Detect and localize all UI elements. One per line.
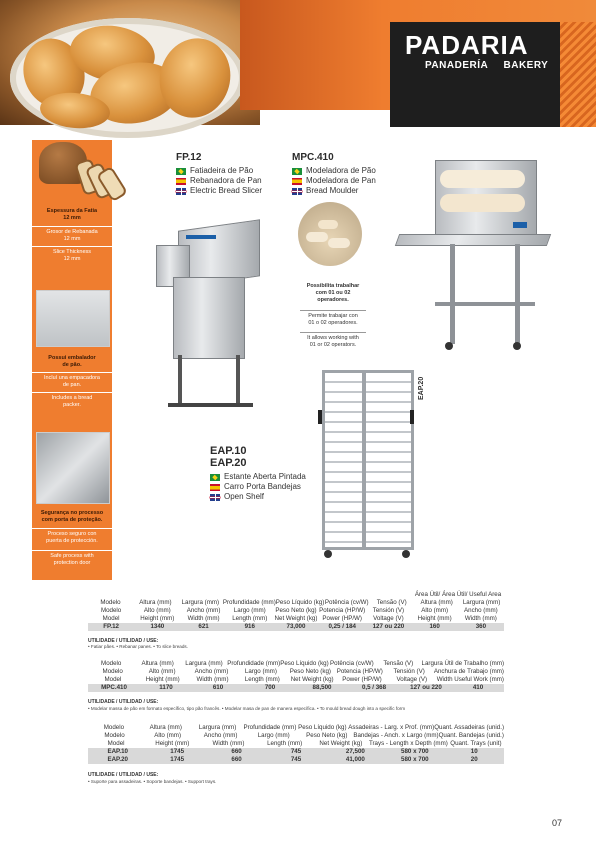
table-header-cell: Length (mm) [244,676,280,683]
table-header-cell: Alto (mm) [143,607,171,614]
mpc410-pt: Modeladora de Pão [306,166,376,175]
table-cell: 127 ou 220 [372,623,405,630]
table-header-row [88,732,504,740]
table-header-cell: Peso Neto (kg) [275,607,317,614]
safety-en: Safe process with protection door [32,550,112,567]
table-header-row [88,676,504,684]
table-header-cell: Altura (mm) [141,660,174,667]
subtitle-es: PANADERÍA [425,60,489,71]
table-header-cell: Trays - Length x Depth (mm) [368,740,448,747]
mpc410-es: Modeladora de Pan [306,176,376,185]
table-cell: 88,500 [312,684,332,691]
mpc410-note-pt: Possibilita trabalhar com 01 ou 02 operadores. [306,283,360,303]
mpc410-en: Bread Moulder [306,186,359,195]
packer-pt: Possui embalador de pão. [48,355,96,368]
brazil-flag-icon [210,474,220,481]
table-header-cell: Largura (mm) [181,599,220,606]
table-cell: 10 [470,748,478,755]
table-header-cell: Peso Líquido (kg) [298,724,347,731]
features-sidebar [32,140,112,580]
table-header-row [88,740,504,748]
fp12-pt: Fatiadeira de Pão [190,166,254,175]
table-cell: 700 [264,684,276,691]
table-cell: 1340 [150,623,165,630]
table-header-row [88,615,504,623]
eap-header [210,445,306,502]
table-header-cell: Height (mm) [155,740,190,747]
table-header-cell: Net Weight (kg) [319,740,363,747]
table-header-cell: Largura (mm) [185,660,223,667]
bread-plate-image [10,18,245,138]
table-header-cell: Height (mm) [140,615,175,622]
table-header-cell: Power (HP/W) [322,615,362,622]
table-cell: 0,25 / 184 [328,623,356,630]
table-header-cell: Quant. Trays (unit) [450,740,502,747]
table-header-cell: Largura (mm) [198,724,237,731]
table-header-cell: Net Weight (kg) [274,615,318,622]
table-cell: 27,500 [345,748,365,755]
table-row [88,623,504,631]
uk-flag-icon [292,188,302,195]
mpc410-name: MPC.410 [292,152,334,163]
sliced-bread-image [35,138,125,198]
fp12-util-notes: • Fatiar pães. • Rebanar panes. • To slice breads. [88,644,188,649]
fp12-header [176,152,262,196]
mpc410-machine-image [395,152,550,352]
table-header-cell: Model [107,740,125,747]
packer-en: Includes a bread packer. [32,392,112,409]
table-header-cell: Potencia (HP/W) [319,607,366,614]
eap-en: Open Shelf [224,492,265,501]
table-header-cell: Potencia (HP/W) [336,668,383,675]
fp12-name: FP.12 [176,152,202,163]
table-cell: 580 x 700 [401,748,429,755]
uk-flag-icon [210,494,220,501]
table-cell: 160 [429,623,440,630]
table-cell: 20 [470,756,478,763]
table-header-cell: Modelo [103,724,125,731]
table-header-row [88,668,504,676]
table-header-cell: Assadeiras - Larg. x Prof. (mm) [348,724,435,731]
table-header-cell: Modelo [102,668,123,675]
slice-thickness-es: Grosor de Rebanada 12 mm [32,226,112,243]
table-header-cell: Ancho (mm) [203,732,238,739]
brazil-flag-icon [292,168,302,175]
table-header-cell: Length (mm) [232,615,268,622]
table-header-cell: Model [102,615,120,622]
table-header-cell: Modelo [101,660,122,667]
subtitle-en: BAKERY [503,60,549,71]
page-subtitle [425,60,560,71]
table-header-cell: Altura (mm) [149,724,182,731]
fp12-machine-image [148,215,273,415]
eap20-name: EAP.20 [210,457,247,469]
fp12-en: Electric Bread Slicer [190,186,263,195]
safety-pt: Segurança no processo com porta de proteção. [40,510,104,523]
table-header-cell: Modelo [104,732,125,739]
table-header-row [88,607,504,615]
table-header-cell: Width (mm) [187,615,220,622]
table-header-cell: Ancho (mm) [186,607,221,614]
protection-door-image [36,432,110,504]
table-header-cell: Height (mm) [417,615,452,622]
table-header-cell: Peso Neto (kg) [306,732,348,739]
table-header-cell: Power (HP/W) [342,676,382,683]
table-header-cell: Modelo [100,607,122,614]
table-header-cell: Alto (mm) [421,607,449,614]
table-header-cell: Width Useful Work (mm) [436,676,504,683]
eap20-side-label: EAP.20 [418,376,425,400]
table-cell: 360 [475,623,487,630]
eap-rack-image [318,370,418,560]
table-header-cell: Anchura de Trabajo (mm) [433,668,504,675]
table-cell: EAP.20 [107,756,128,763]
table-cell: FP.12 [103,623,119,630]
slice-thickness-en: Slice Thickness 12 mm [32,246,112,263]
eap-util-notes: • Suporte para assadeiras. • Soporte bandejas. • Support trays. [88,779,217,784]
table-cell: 127 ou 220 [410,684,442,691]
table-row [88,684,504,692]
page-title: PADARIA [405,30,529,60]
table-cell: 610 [212,684,224,691]
table-header-cell: Width (mm) [464,615,497,622]
table-cell: 916 [244,623,255,630]
table-header-cell: Peso Líquido (kg) [280,660,329,667]
uk-flag-icon [176,188,186,195]
fp12-es: Rebanadora de Pan [190,176,262,185]
mpc410-note-es: Permite trabajar con 01 o 02 operadores. [300,310,366,327]
table-header-cell: Quant. Assadeiras (unid.) [434,724,505,731]
table-header-cell: Net Weight (kg) [290,676,334,683]
table-cell: 1170 [159,684,173,691]
table-cell: EAP.10 [107,748,128,755]
table-cell: 73,000 [286,623,306,630]
table-cell: 1745 [170,756,185,763]
table-header-cell: Modelo [100,599,121,606]
mpc410-util-notes: • Modelar massa de pão em formato específico, tipo pão francês. • Modelar masa de pan de manera específica. • To mould bread dough into a specific form [88,706,406,711]
table-row [88,748,504,756]
bread-packer-image [36,290,110,347]
page-number: 07 [552,818,563,828]
table-header-cell: Tensão (V) [376,599,407,606]
table-header-cell: Ancho (mm) [464,607,498,614]
table-header-row [88,599,504,607]
mpc410-note-en: It allows working with 01 or 02 operators. [300,332,366,349]
table-header-cell: Altura (mm) [420,599,453,606]
table-cell: 621 [198,623,209,630]
table-header-cell: Length (mm) [267,740,303,747]
table-cell: 0,5 / 368 [361,684,387,691]
table-cell: MPC.410 [101,684,127,691]
table-header-cell: Profundidade (mm) [243,724,297,731]
table-header-cell: Tensão (V) [383,660,414,667]
table-header-cell: Width (mm) [212,740,245,747]
table-cell: 580 x 700 [401,756,429,763]
table-cell: 745 [290,756,302,763]
brazil-flag-icon [176,168,186,175]
table-header-cell: Tensión (V) [372,607,405,614]
spain-flag-icon [292,178,302,185]
table-header-cell: Largura (mm) [462,599,501,606]
mpc410-header [292,152,376,196]
eap10-name: EAP.10 [210,445,247,457]
table-row [88,756,504,764]
table-header-cell: Potência (cv/W) [324,599,369,606]
fp12-spec-table [88,591,504,631]
table-cell: 41,000 [345,756,365,763]
table-header-row [88,724,504,732]
mpc410-spec-table [88,660,504,692]
header-stripe [560,22,596,127]
table-header-cell: Voltage (V) [373,615,404,622]
mpc410-util-label: UTILIDADE / UTILIDAD / USE: [88,699,159,705]
eap-spec-table [88,724,504,764]
table-header-cell: Largo (mm) [233,607,266,614]
table-cell: 410 [472,684,484,691]
table-cell: 1745 [170,748,185,755]
table-header-cell: Height (mm) [145,676,180,683]
table-cell: 745 [290,748,302,755]
table-header-cell: Width (mm) [196,676,229,683]
table-header-cell: Peso Neto (kg) [289,668,331,675]
table-header-cell: Profundidade (mm) [227,660,281,667]
table-header-cell: Largo (mm) [257,732,290,739]
table-header-cell: Profundidade (mm) [222,599,276,606]
safety-es: Proceso seguro con puerta de protección. [32,528,112,545]
table-header-cell: Tensión (V) [393,668,425,675]
packer-es: Incluí una empacadora de pan. [32,372,112,389]
table-header-cell: Potência (cv/W) [330,660,374,667]
eap-es: Carro Porta Bandejas [224,482,301,491]
fp12-util-label: UTILIDADE / UTILIDAD / USE: [88,638,159,644]
table-header-cell: Largo (mm) [244,668,277,675]
dough-rolls-image [298,202,362,266]
table-cell: 660 [231,748,242,755]
table-header-cell: Quant. Bandejas (unid.) [438,732,504,739]
table-header-cell: Model [104,676,122,683]
table-header-cell: Peso Líquido (kg) [275,599,325,606]
spain-flag-icon [176,178,186,185]
table-header-cell: Altura (mm) [139,599,172,606]
table-header-cell: Largura Útil de Trabalho (mm) [421,660,505,667]
table-header-row [88,660,504,668]
useful-area-header: Área Útil/ Área Útil/ Useful Area [414,591,502,598]
eap-util-label: UTILIDADE / UTILIDAD / USE: [88,772,159,778]
table-header-cell: Ancho (mm) [194,668,229,675]
spain-flag-icon [210,484,220,491]
table-header-cell: Voltage (V) [396,676,428,683]
table-header-cell: Alto (mm) [148,668,176,675]
eap-pt: Estante Aberta Pintada [224,472,306,481]
table-header-cell: Bandejas - Anch. x Largo (mm) [353,732,439,739]
table-cell: 660 [231,756,242,763]
slice-thickness-pt: Espessura da Fatia 12 mm [46,208,98,221]
table-header-cell: Alto (mm) [154,732,181,739]
